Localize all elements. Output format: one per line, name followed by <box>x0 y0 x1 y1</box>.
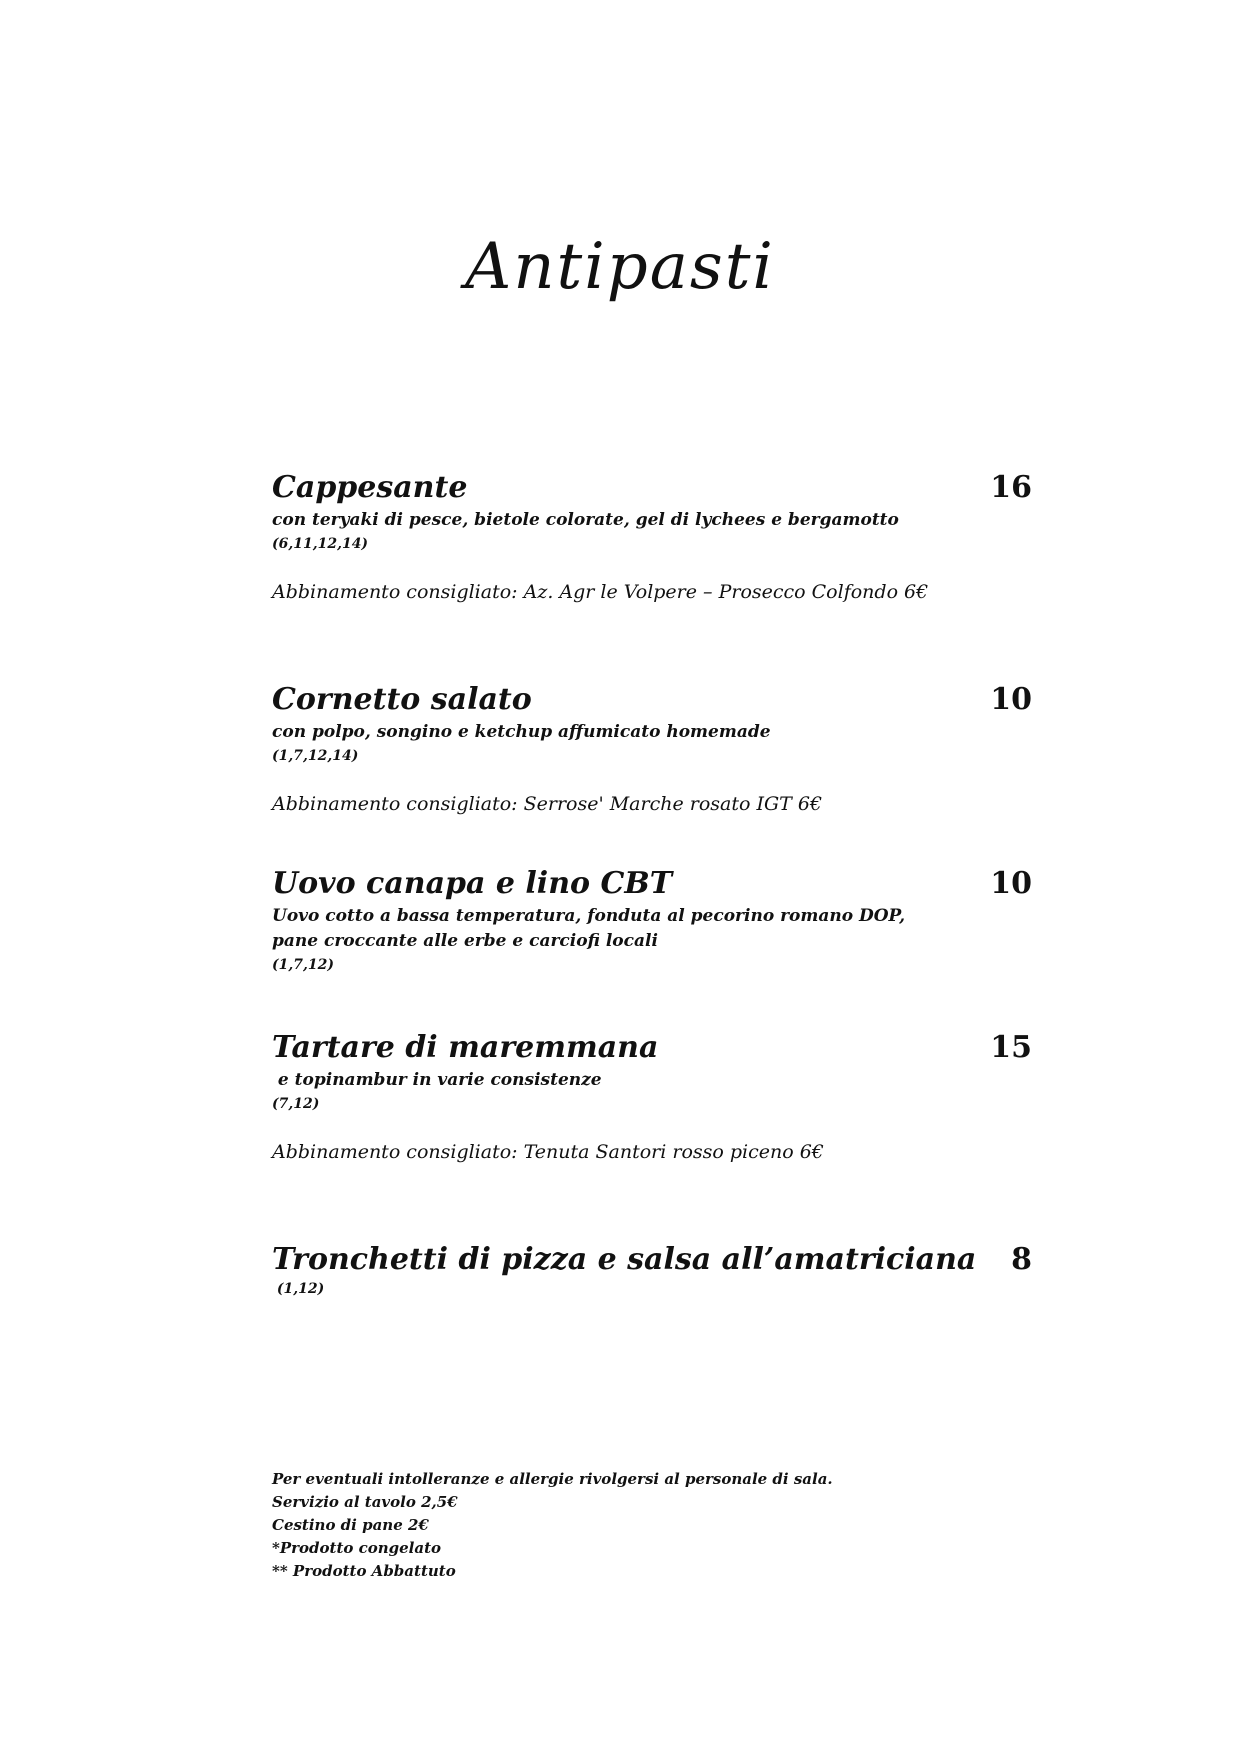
wine-pairing: Abbinamento consigliato: Serrose' Marche rosato IGT 6€ <box>272 793 823 815</box>
dish-price: 15 <box>990 1030 1032 1065</box>
menu-item <box>272 682 1032 817</box>
dish-name: Tronchetti di pizza e salsa all’amatriciana <box>272 1242 977 1277</box>
service-charge: Servizio al tavolo 2,5€ <box>272 1493 458 1511</box>
menu-item <box>272 470 1032 605</box>
dish-description: Uovo cotto a bassa temperatura, fonduta al pecorino romano DOP, <box>272 906 906 926</box>
dish-name: Cappesante <box>272 470 468 505</box>
menu-item <box>272 1242 1032 1300</box>
page-title: Antipasti <box>465 230 775 304</box>
dish-name: Uovo canapa e lino CBT <box>272 866 673 901</box>
wine-pairing: Abbinamento consigliato: Tenuta Santori rosso piceno 6€ <box>272 1141 824 1163</box>
menu-item <box>272 866 1032 976</box>
bread-charge: Cestino di pane 2€ <box>272 1516 429 1534</box>
frozen-note: *Prodotto congelato <box>272 1539 442 1557</box>
dish-allergens: (1,7,12) <box>272 957 334 973</box>
dish-name: Tartare di maremmana <box>272 1030 659 1065</box>
dish-description: con polpo, songino e ketchup affumicato homemade <box>272 722 771 742</box>
dish-name: Cornetto salato <box>272 682 532 717</box>
dish-allergens: (1,12) <box>272 1281 325 1297</box>
dish-allergens: (6,11,12,14) <box>272 536 369 552</box>
dish-description: e topinambur in varie consistenze <box>272 1070 602 1090</box>
wine-pairing: Abbinamento consigliato: Az. Agr le Volpere – Prosecco Colfondo 6€ <box>272 581 929 603</box>
dish-price: 16 <box>990 470 1032 505</box>
footer-notes <box>272 1468 833 1583</box>
allergy-note: Per eventuali intolleranze e allergie rivolgersi al personale di sala. <box>272 1470 833 1488</box>
dish-price: 8 <box>1011 1242 1032 1277</box>
dish-price: 10 <box>990 866 1032 901</box>
menu-item <box>272 1030 1032 1165</box>
dish-description: con teryaki di pesce, bietole colorate, gel di lychees e bergamotto <box>272 510 899 530</box>
dish-description: pane croccante alle erbe e carciofi locali <box>272 931 658 951</box>
dish-allergens: (7,12) <box>272 1096 320 1112</box>
dish-allergens: (1,7,12,14) <box>272 748 359 764</box>
chilled-note: ** Prodotto Abbattuto <box>272 1562 456 1580</box>
dish-price: 10 <box>990 682 1032 717</box>
